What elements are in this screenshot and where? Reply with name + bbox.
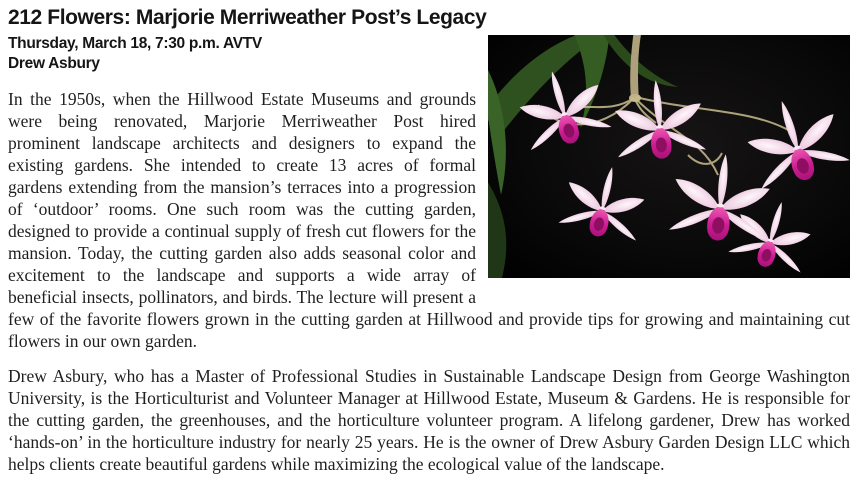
lecture-title: 212 Flowers: Marjorie Merriweather Post’s Legacy [8,6,487,29]
orchid-illustration [488,35,850,278]
lecture-description: In the 1950s, when the Hillwood Estate Museums and grounds were being renovated, Marjorie Merriweather Post hired prominent landscape architects and designers to expand the existing gardens. She intended to create 13 acres of formal gardens extending from the mansion’s terraces into a progression of ‘outdoor’ rooms. One such room was the cutting garden, designed to provide a continual supply of fresh cut flowers for the mansion. Today, the cutting garden also adds seasonal color and excitement to the landscape and supports a wide array of beneficial insects, pollinators, and birds. The lecture will present a few of the favorite flowers grown in the cutting garden at Hillwood and provide tips for growing and maintaining cut flowers in our own garden. [8,89,850,351]
lecture-datetime: Thursday, March 18, 7:30 p.m. AVTV [8,35,262,52]
speaker-bio: Drew Asbury, who has a Master of Professional Studies in Sustainable Landscape Design from George Washington University, is the Horticulturist and Volunteer Manager at Hillwood Estate, Museum & Gardens. He is responsible for the cutting garden, the greenhouses, and the horticulture volunteer program. A lifelong gardener, Drew has worked ‘hands-on’ in the horticulture industry for nearly 25 years. He is the owner of Drew Asbury Garden Design LLC which helps clients create beautiful gardens while maximizing the ecological value of the landscape. [8,366,850,474]
lecture-speaker: Drew Asbury [8,55,100,72]
orchid-photo [488,35,850,278]
